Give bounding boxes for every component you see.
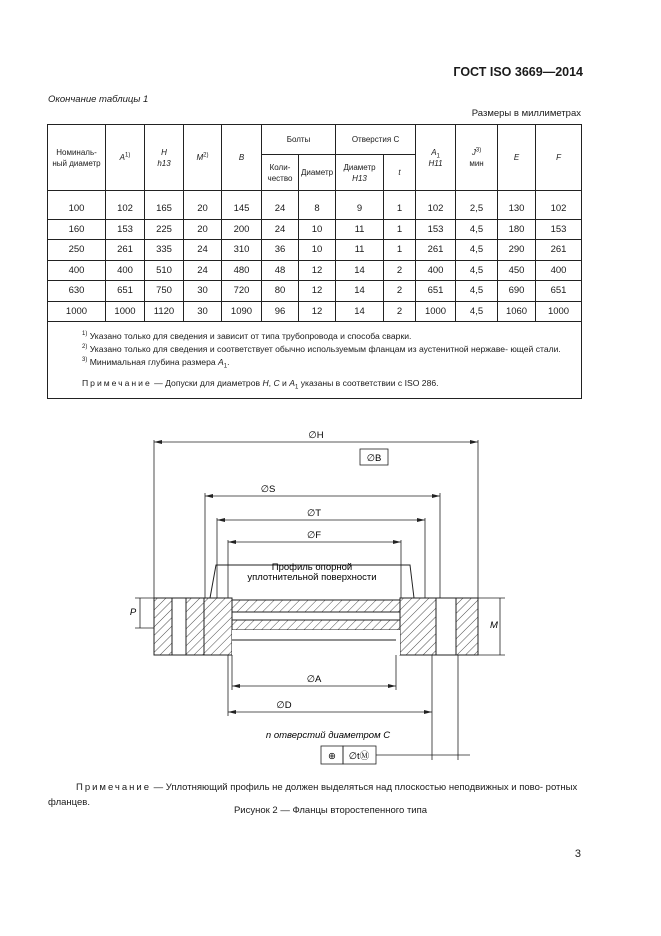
table-cell: 20 [184,191,222,220]
table-footnotes [48,322,582,399]
table-row [48,219,582,240]
table-cell: 30 [184,301,222,322]
dim-M-label: M [490,620,498,631]
header-nominal-diameter: Номиналь- ный диаметр [48,125,106,191]
table-cell: 153 [416,219,456,240]
table-cell: 10 [299,240,336,261]
header-bolts-quantity: Коли- чество [262,155,299,191]
header-A1: $A_1$ H11 [416,125,456,191]
profile-label-line2: уплотнительной поверхности [247,572,377,583]
header-H: H h13 [145,125,184,191]
table-cell: 12 [299,301,336,322]
dim-F-label: ∅F [306,530,322,541]
header-J: $J^{3)}$ мин [456,125,498,191]
table-cell: 1090 [222,301,262,322]
table-cell: 4,5 [456,260,498,281]
table-continuation-title: Окончание таблицы 1 [48,94,149,105]
dim-H-label: ∅H [308,430,324,441]
table-cell: 690 [498,281,536,302]
header-A: $A^{1)}$ [106,125,145,191]
table-cell: 1000 [536,301,582,322]
table-cell: 1000 [48,301,106,322]
footnote-3: $^{3)}$ Минимальная глубина размера $A_1$. [82,357,230,370]
table-cell: 400 [106,260,145,281]
table-cell: 2 [384,260,416,281]
table-cell: 36 [262,240,299,261]
table-cell: 4,5 [456,301,498,322]
table-cell: 11 [336,240,384,261]
position-tolerance-icon: ⊕ [328,751,336,762]
table-cell: 30 [184,281,222,302]
header-M: $M^{2)}$ [184,125,222,191]
header-E: E [498,125,536,191]
table-cell: 290 [498,240,536,261]
table-cell: 261 [106,240,145,261]
table-cell: 651 [416,281,456,302]
table-cell: 24 [262,191,299,220]
header-B: B [222,125,262,191]
table-row [48,240,582,261]
footnote-2: $^{2)}$ Указано только для сведения и соответствует обычно используемым фланцам из аустенитной нержаве- ющей стали. [82,344,561,354]
table-cell: 4,5 [456,219,498,240]
figure-note: Примечание — Уплотняющий профиль не должен выделяться над плоскостью неподвижных и пово- ротных фланцев. [48,782,578,808]
table-cell: 261 [416,240,456,261]
header-bolts: Болты [262,125,336,155]
header-holes: Отверстия C [336,125,416,155]
dim-P-label: P [129,607,137,618]
table-cell: 12 [299,260,336,281]
page-number: 3 [574,848,581,860]
table-cell: 261 [536,240,582,261]
tolerance-value: ∅tⓂ [348,751,370,762]
table-cell: 720 [222,281,262,302]
table-cell: 1060 [498,301,536,322]
holes-label: n отверстий диаметром C [265,730,391,741]
table-cell: 160 [48,219,106,240]
table-row [48,260,582,281]
table-cell: 24 [184,260,222,281]
header-bolts-diameter: Диаметр [299,155,336,191]
table-cell: 48 [262,260,299,281]
table-cell: 400 [48,260,106,281]
table-cell: 225 [145,219,184,240]
header-F: F [536,125,582,191]
flange-drawing [110,420,498,770]
table-cell: 24 [184,240,222,261]
table-cell: 24 [262,219,299,240]
table-row [48,281,582,302]
table-cell: 96 [262,301,299,322]
table-cell: 4,5 [456,240,498,261]
table-cell: 9 [336,191,384,220]
header-holes-diameter: Диаметр H13 [336,155,384,191]
table-cell: 651 [536,281,582,302]
table-cell: 400 [536,260,582,281]
table-cell: 11 [336,219,384,240]
dim-S-label: ∅S [260,484,276,495]
table-cell: 480 [222,260,262,281]
table-cell: 145 [222,191,262,220]
table-cell: 14 [336,260,384,281]
table-cell: 630 [48,281,106,302]
table-cell: 12 [299,281,336,302]
table-cell: 1 [384,191,416,220]
dimensions-table [47,124,582,399]
document-code: ГОСТ ISO 3669—2014 [453,65,583,79]
table-body [48,191,582,322]
dim-D-label: ∅D [276,700,292,711]
dim-A-label: ∅A [306,674,322,685]
table-cell: 750 [145,281,184,302]
table-cell: 1120 [145,301,184,322]
table-cell: 102 [416,191,456,220]
table-cell: 165 [145,191,184,220]
table-cell: 1000 [416,301,456,322]
table-cell: 4,5 [456,281,498,302]
table-cell: 80 [262,281,299,302]
footnote-1: $^{1)}$ Указано только для сведения и зависит от типа трубопровода и способа сварки. [82,331,412,341]
table-cell: 400 [416,260,456,281]
dim-B-label: ∅B [366,453,382,464]
figure-caption: Рисунок 2 — Фланцы второстепенного типа [233,805,428,816]
table-cell: 102 [106,191,145,220]
table-cell: 10 [299,219,336,240]
table-cell: 335 [145,240,184,261]
table-cell: 8 [299,191,336,220]
table-cell: 100 [48,191,106,220]
table-row [48,191,582,220]
table-cell: 153 [106,219,145,240]
table-cell: 1 [384,219,416,240]
table-cell: 180 [498,219,536,240]
table-cell: 14 [336,301,384,322]
header-t: t [384,155,416,191]
table-cell: 1 [384,240,416,261]
table-cell: 153 [536,219,582,240]
table-cell: 1000 [106,301,145,322]
units-note: Размеры в миллиметрах [471,108,581,119]
table-cell: 651 [106,281,145,302]
table-cell: 200 [222,219,262,240]
table-cell: 250 [48,240,106,261]
table-cell: 130 [498,191,536,220]
table-cell: 20 [184,219,222,240]
table-cell: 14 [336,281,384,302]
table-cell: 310 [222,240,262,261]
table-cell: 2 [384,281,416,302]
dim-T-label: ∅T [306,508,322,519]
table-cell: 102 [536,191,582,220]
table-cell: 510 [145,260,184,281]
profile-label-line1: Профиль опорной [271,562,353,573]
table-row [48,301,582,322]
table-note: Примечание — Допуски для диаметров H, C и $A_1$ указаны в соответствии с ISO 286. [82,378,439,391]
table-cell: 2 [384,301,416,322]
table-cell: 450 [498,260,536,281]
table-cell: 2,5 [456,191,498,220]
